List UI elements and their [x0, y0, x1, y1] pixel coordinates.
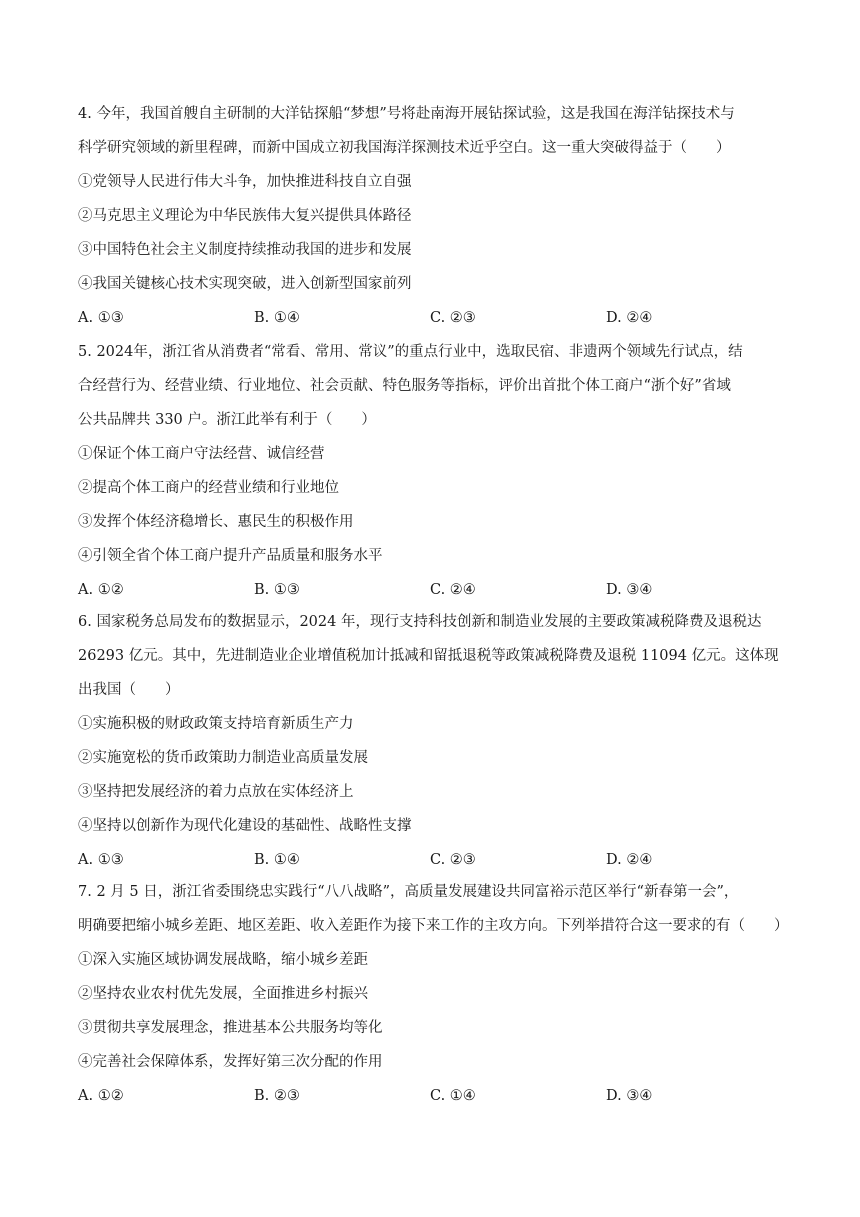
statement-item: ②提高个体工商户的经营业绩和行业地位	[78, 480, 339, 496]
statement-item: ③发挥个体经济稳增长、惠民生的积极作用	[78, 514, 354, 530]
choice-b: B. ①④	[254, 852, 300, 868]
choice-c: C. ②③	[430, 310, 476, 326]
choice-c: C. ②④	[430, 582, 476, 598]
answer-choices	[78, 308, 790, 328]
choice-d: D. ②④	[606, 852, 653, 868]
statement-item: ②马克思主义理论为中华民族伟大复兴提供具体路径	[78, 208, 412, 224]
question-4	[78, 104, 790, 328]
question-stem-line: 4. 今年，我国首艘自主研制的大洋钻探船“梦想”号将赴南海开展钻探试验，这是我国在海洋钻探技术与	[78, 106, 735, 122]
statement-list	[78, 950, 790, 1072]
statement-item: ①实施积极的财政政策支持培育新质生产力	[78, 716, 354, 732]
statement-list	[78, 444, 790, 566]
statement-item: ④引领全省个体工商户提升产品质量和服务水平	[78, 548, 383, 564]
question-stem-line: 7. 2 月 5 日，浙江省委围绕忠实践行“八八战略”，高质量发展建设共同富裕示范区举行“新春第一会”，	[78, 884, 739, 900]
choice-a: A. ①②	[78, 1088, 124, 1104]
statement-item: ④坚持以创新作为现代化建设的基础性、战略性支撑	[78, 818, 412, 834]
choice-a: A. ①③	[78, 852, 124, 868]
choice-d: D. ②④	[606, 310, 653, 326]
statement-item: ③中国特色社会主义制度持续推动我国的进步和发展	[78, 242, 412, 258]
choice-c: C. ②③	[430, 852, 476, 868]
answer-choices	[78, 1086, 790, 1106]
question-stem-line: 公共品牌共 330 户。浙江此举有利于（ ）	[78, 412, 376, 428]
choice-b: B. ①③	[254, 582, 300, 598]
question-stem-line: 6. 国家税务总局发布的数据显示，2024 年，现行支持科技创新和制造业发展的主要政策减税降费及退税达	[78, 614, 762, 630]
statement-list	[78, 714, 790, 836]
choice-b: B. ①④	[254, 310, 300, 326]
statement-item: ②实施宽松的货币政策助力制造业高质量发展	[78, 750, 368, 766]
question-stem-line: 26293 亿元。其中，先进制造业企业增值税加计抵减和留抵退税等政策减税降费及退税 11094 亿元。这体现	[78, 648, 779, 664]
choice-a: A. ①③	[78, 310, 124, 326]
question-stem-line: 合经营行为、经营业绩、行业地位、社会贡献、特色服务等指标，评价出首批个体工商户“浙个好”省域	[78, 378, 731, 394]
choice-a: A. ①②	[78, 582, 124, 598]
statement-item: ①保证个体工商户守法经营、诚信经营	[78, 446, 325, 462]
question-stem-line: 科学研究领域的新里程碑，而新中国成立初我国海洋探测技术近乎空白。这一重大突破得益于（ ）	[78, 140, 731, 156]
answer-choices	[78, 580, 790, 600]
statement-item: ④我国关键核心技术实现突破，进入创新型国家前列	[78, 276, 412, 292]
choice-c: C. ①④	[430, 1088, 476, 1104]
question-5	[78, 342, 790, 600]
statement-list	[78, 172, 790, 294]
statement-item: ①深入实施区域协调发展战略，缩小城乡差距	[78, 952, 368, 968]
question-7	[78, 882, 790, 1106]
statement-item: ④完善社会保障体系，发挥好第三次分配的作用	[78, 1054, 383, 1070]
question-6	[78, 612, 790, 870]
answer-choices	[78, 850, 790, 870]
question-stem-line: 5. 2024年，浙江省从消费者“常看、常用、常议”的重点行业中，选取民宿、非遗两个领域先行试点，结	[78, 344, 743, 360]
statement-item: ③坚持把发展经济的着力点放在实体经济上	[78, 784, 354, 800]
question-stem-line: 出我国（ ）	[78, 682, 180, 698]
statement-item: ①党领导人民进行伟大斗争，加快推进科技自立自强	[78, 174, 412, 190]
question-stem-line: 明确要把缩小城乡差距、地区差距、收入差距作为接下来工作的主攻方向。下列举措符合这一要求的有（ ）	[78, 918, 789, 934]
statement-item: ③贯彻共享发展理念，推进基本公共服务均等化	[78, 1020, 383, 1036]
choice-d: D. ③④	[606, 582, 653, 598]
statement-item: ②坚持农业农村优先发展，全面推进乡村振兴	[78, 986, 368, 1002]
choice-b: B. ②③	[254, 1088, 300, 1104]
choice-d: D. ③④	[606, 1088, 653, 1104]
